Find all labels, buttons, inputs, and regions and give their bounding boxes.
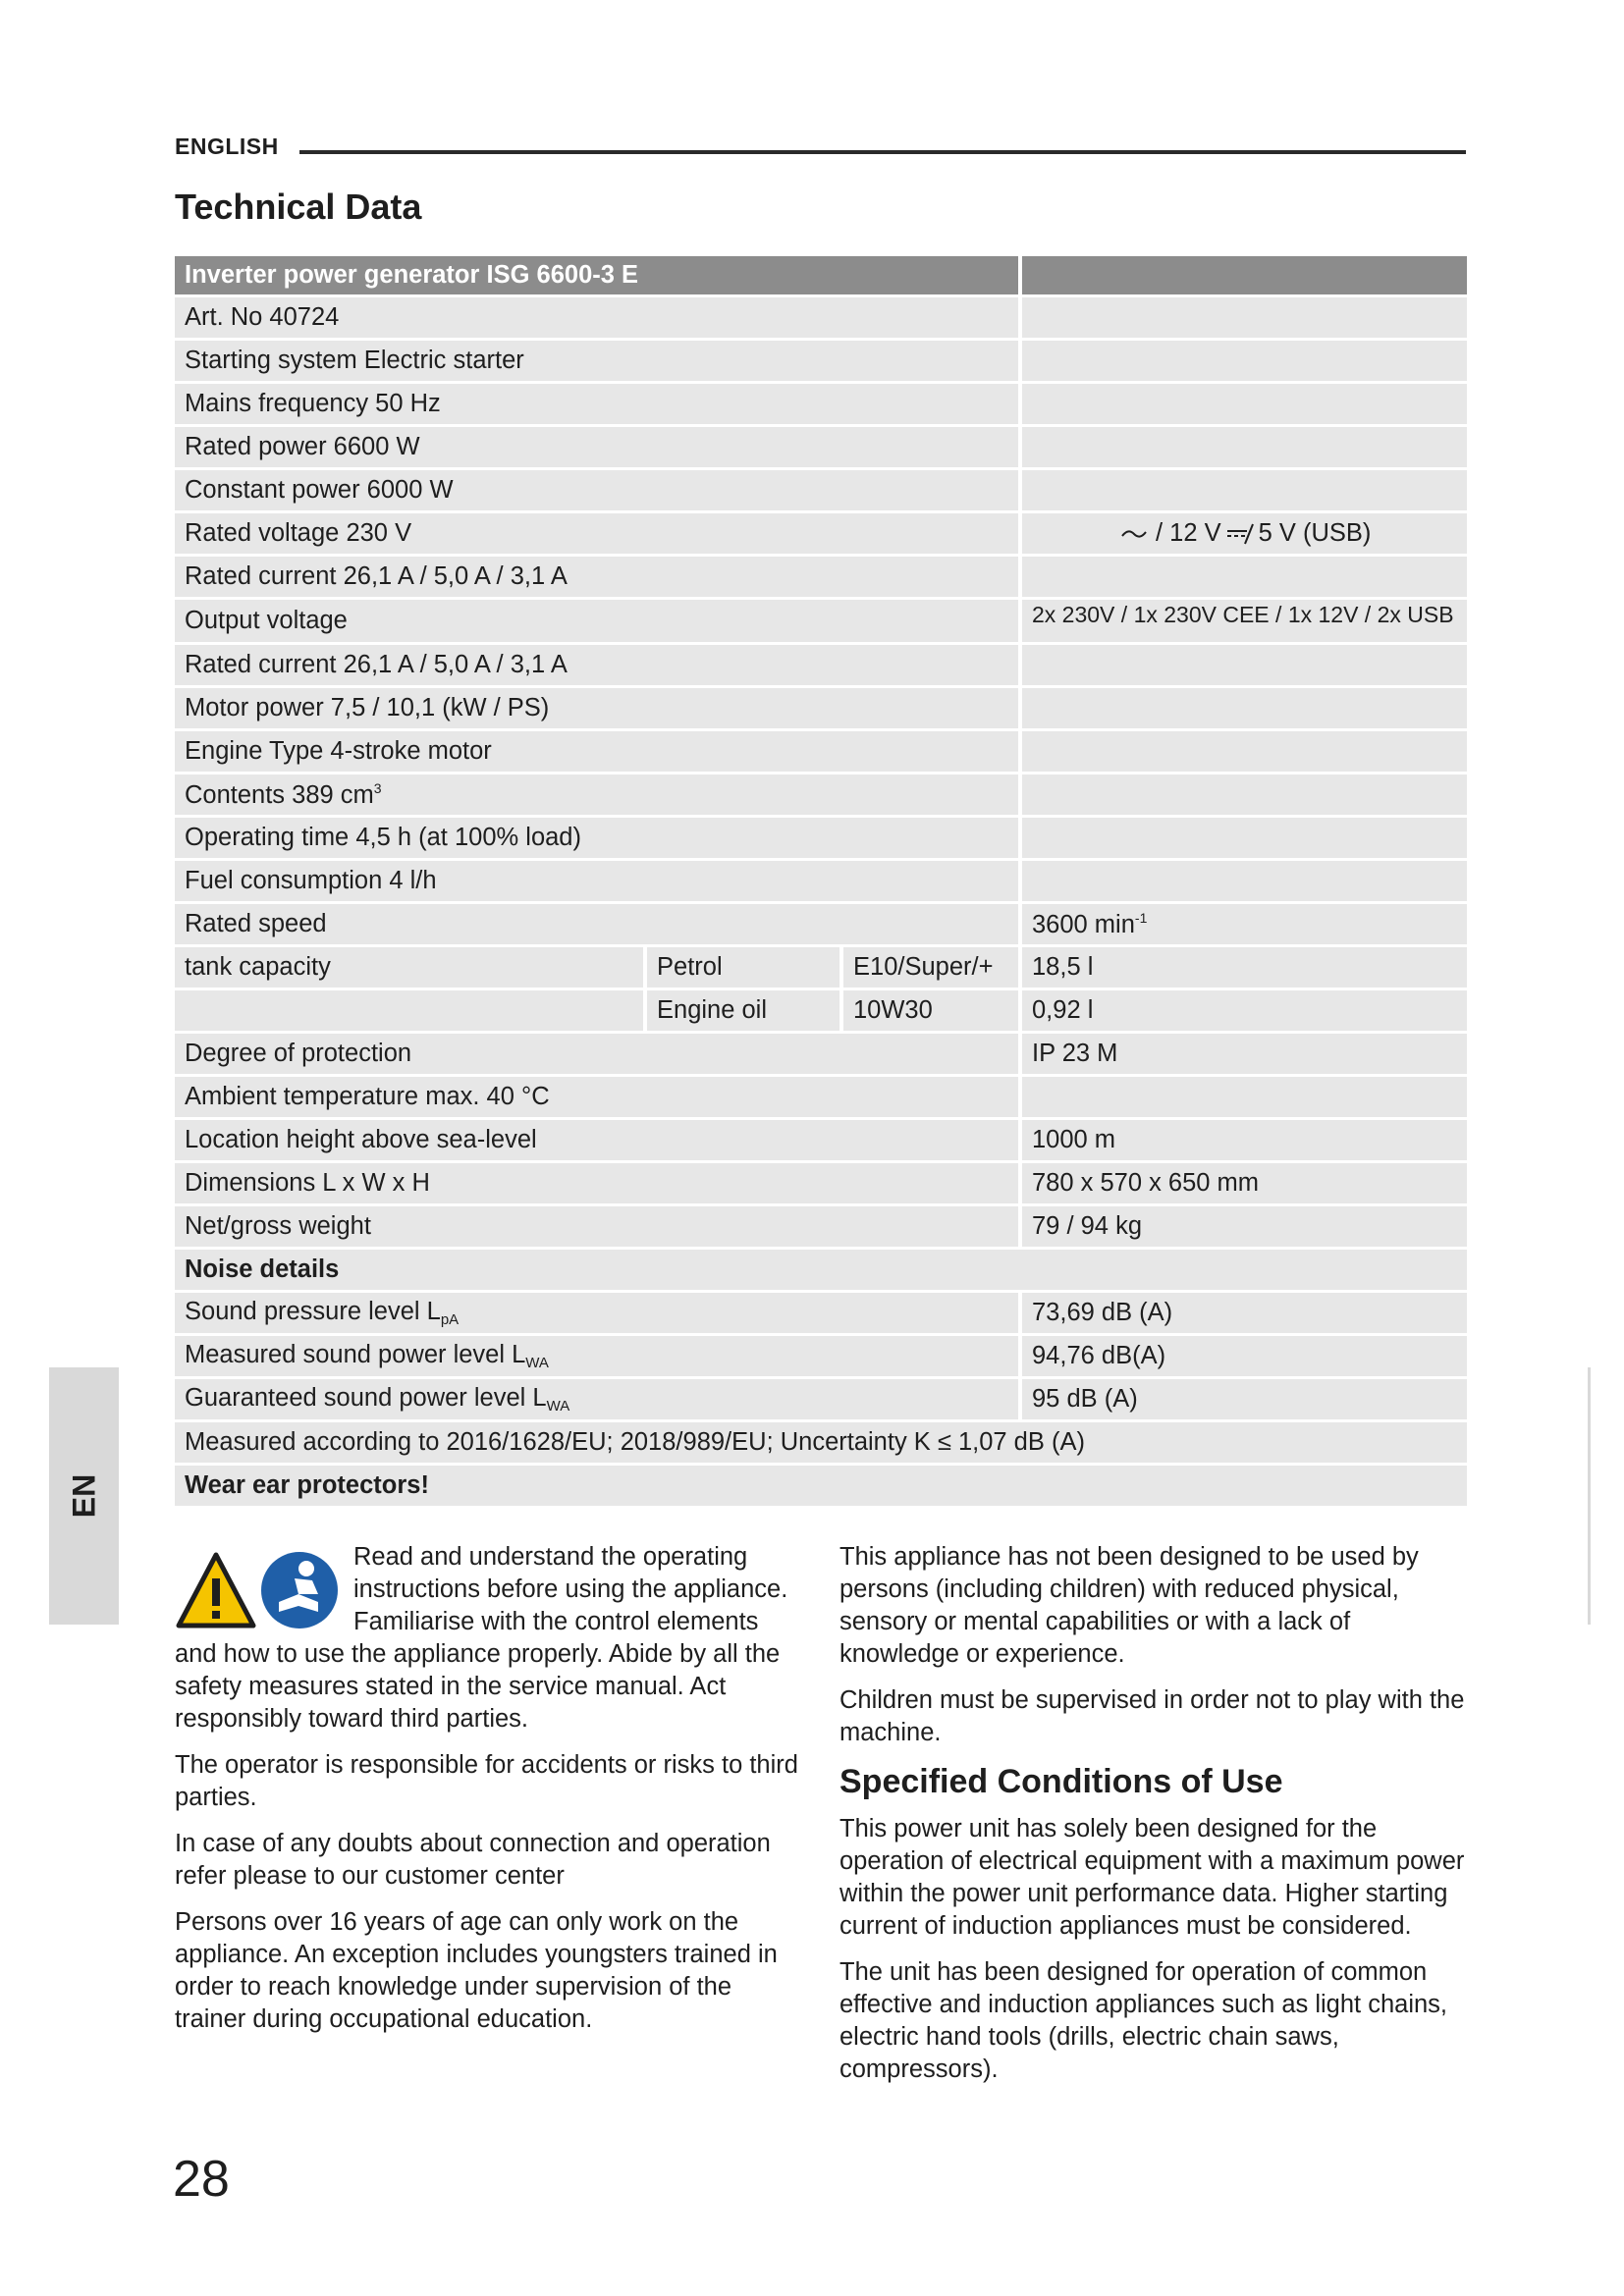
table-header-row <box>175 256 1467 294</box>
table-row <box>175 990 1467 1031</box>
measured-sound-power-value: 94,76 dB(A) <box>1018 1336 1467 1376</box>
table-heading: Inverter power generator ISG 6600-3 E <box>175 256 1018 294</box>
sound-pressure-level: Sound pressure level $L_{pA}$ <box>175 1293 1018 1333</box>
table-row <box>175 1466 1467 1506</box>
table-row <box>175 427 1467 467</box>
wear-ear-protectors: Wear ear protectors! <box>175 1466 1467 1506</box>
dimensions: Dimensions L x W x H <box>175 1163 1018 1203</box>
noise-details: Noise details <box>175 1250 1467 1290</box>
location-value: 1000 m <box>1018 1120 1467 1160</box>
output-voltage-value: 2x 230V / 1x 230V CEE / 1x 12V / 2x USB <box>1018 600 1467 642</box>
oil-value: 0,92 l <box>1018 990 1467 1031</box>
conditions-column <box>839 1541 1468 2100</box>
weight: Net/gross weight <box>175 1206 1018 1247</box>
section-heading: Specified Conditions of Use <box>839 1763 1283 1800</box>
page-number: 28 <box>173 2151 230 2208</box>
safety-paragraph: In case of any doubts about connection and operation refer please to our customer center <box>175 1830 771 1890</box>
conditions-paragraph: This power unit has solely been designed for the operation of electrical equipment with a maximum power within the power unit performance data. Higher starting current of induction appliances must be considered. <box>839 1815 1465 1940</box>
starting-system: Starting system Electric starter <box>175 341 1018 381</box>
guaranteed-sound-power-value: 95 dB (A) <box>1018 1379 1467 1419</box>
table-row <box>175 1077 1467 1117</box>
weight-value: 79 / 94 kg <box>1018 1206 1467 1247</box>
technical-data-table <box>175 253 1467 1509</box>
table-row <box>175 384 1467 424</box>
engine-oil-label: Engine oil <box>643 990 839 1031</box>
table-row <box>175 600 1467 642</box>
location-height: Location height above sea-level <box>175 1120 1018 1160</box>
mains-frequency: Mains frequency 50 Hz <box>175 384 1018 424</box>
guaranteed-sound-power: Guaranteed sound power level $L_{WA}$ <box>175 1379 1018 1419</box>
table-row <box>175 1034 1467 1074</box>
table-row <box>175 1163 1467 1203</box>
petrol-type: E10/Super/+ <box>839 947 1018 988</box>
table-row <box>175 1206 1467 1247</box>
edge-marker <box>1588 1367 1591 1625</box>
table-row <box>175 688 1467 728</box>
sound-pressure-value: 73,69 dB (A) <box>1018 1293 1467 1333</box>
table-row <box>175 904 1467 944</box>
petrol-label: Petrol <box>643 947 839 988</box>
conditions-paragraph: The unit has been designed for operation of common effective and induction appliances such as light chains, electric hand tools (drills, electric chain saws, compressors). <box>839 1958 1448 2083</box>
table-row <box>175 341 1467 381</box>
table-row <box>175 861 1467 901</box>
safety-paragraph: This appliance has not been designed to be used by persons (including children) with reduced physical, sensory or mental capabilities or with a lack of knowledge or experience. <box>839 1543 1419 1668</box>
warning-triangle-icon <box>179 1555 253 1626</box>
table-row <box>175 818 1467 858</box>
protection-value: IP 23 M <box>1018 1034 1467 1074</box>
table-row <box>175 470 1467 510</box>
safety-paragraph: The operator is responsible for accidents or risks to third parties. <box>175 1751 798 1811</box>
table-row <box>175 774 1467 815</box>
rated-speed-value: 3600 $\min^{-1}$ <box>1018 904 1467 944</box>
dc-symbol-icon <box>1225 522 1255 546</box>
table-row <box>175 513 1467 554</box>
warning-icons <box>175 1547 342 1635</box>
operating-time: Operating time 4,5 h (at 100% load) <box>175 818 1018 858</box>
table-row <box>175 1379 1467 1419</box>
art-no: Art. No 40724 <box>175 297 1018 338</box>
ambient-temperature: Ambient temperature max. 40 °C <box>175 1077 1018 1117</box>
rated-voltage-value: / 12 V 5 V (USB) <box>1018 513 1467 554</box>
language-label: ENGLISH <box>175 133 279 159</box>
table-row <box>175 947 1467 988</box>
rated-voltage: Rated voltage 230 V <box>175 513 1018 554</box>
safety-column <box>175 1541 803 2050</box>
output-voltage: Output voltage <box>175 600 1018 642</box>
table-row <box>175 1120 1467 1160</box>
ac-symbol-icon <box>1120 527 1148 541</box>
measured-sound-power: Measured sound power level $L_{WA}$ <box>175 1336 1018 1376</box>
constant-power: Constant power 6000 W <box>175 470 1018 510</box>
rated-speed: Rated speed <box>175 904 1018 944</box>
table-row <box>175 1293 1467 1333</box>
table-row <box>175 1250 1467 1290</box>
rated-current: Rated current 26,1 A / 5,0 A / 3,1 A <box>175 557 1018 597</box>
table-row <box>175 731 1467 772</box>
rated-current: Rated current 26,1 A / 5,0 A / 3,1 A <box>175 645 1018 685</box>
table-row <box>175 297 1467 338</box>
safety-paragraph: Children must be supervised in order not to play with the machine. <box>839 1686 1465 1746</box>
rated-power: Rated power 6600 W <box>175 427 1018 467</box>
header-rule <box>299 150 1466 154</box>
language-side-tab: EN <box>49 1367 119 1625</box>
safety-paragraph: Persons over 16 years of age can only work on the appliance. An exception includes youngsters trained in order to reach knowledge under supervision of the trainer during occupational education. <box>175 1908 778 2033</box>
table-row <box>175 557 1467 597</box>
table-row <box>175 645 1467 685</box>
fuel-consumption: Fuel consumption 4 l/h <box>175 861 1018 901</box>
engine-type: Engine Type 4-stroke motor <box>175 731 1018 772</box>
measured-according: Measured according to 2016/1628/EU; 2018/989/EU; Uncertainty K ≤ 1,07 dB (A) <box>175 1422 1467 1463</box>
contents: Contents 389 $cm^3$ <box>175 774 1018 815</box>
petrol-value: 18,5 l <box>1018 947 1467 988</box>
table-row <box>175 1336 1467 1376</box>
page-title: Technical Data <box>175 187 422 227</box>
oil-type: 10W30 <box>839 990 1018 1031</box>
dimensions-value: 780 x 570 x 650 mm <box>1018 1163 1467 1203</box>
safety-paragraph: Read and understand the operating instructions before using the appliance. Familiarise with the control elements and how to use the appliance properly. Abide by all the safety measures stated in the service manual. Act responsibly toward third parties. <box>175 1543 788 1733</box>
read-manual-icon <box>261 1552 338 1629</box>
motor-power: Motor power 7,5 / 10,1 (kW / PS) <box>175 688 1018 728</box>
degree-of-protection: Degree of protection <box>175 1034 1018 1074</box>
tank-capacity: tank capacity <box>175 947 643 988</box>
table-row <box>175 1422 1467 1463</box>
